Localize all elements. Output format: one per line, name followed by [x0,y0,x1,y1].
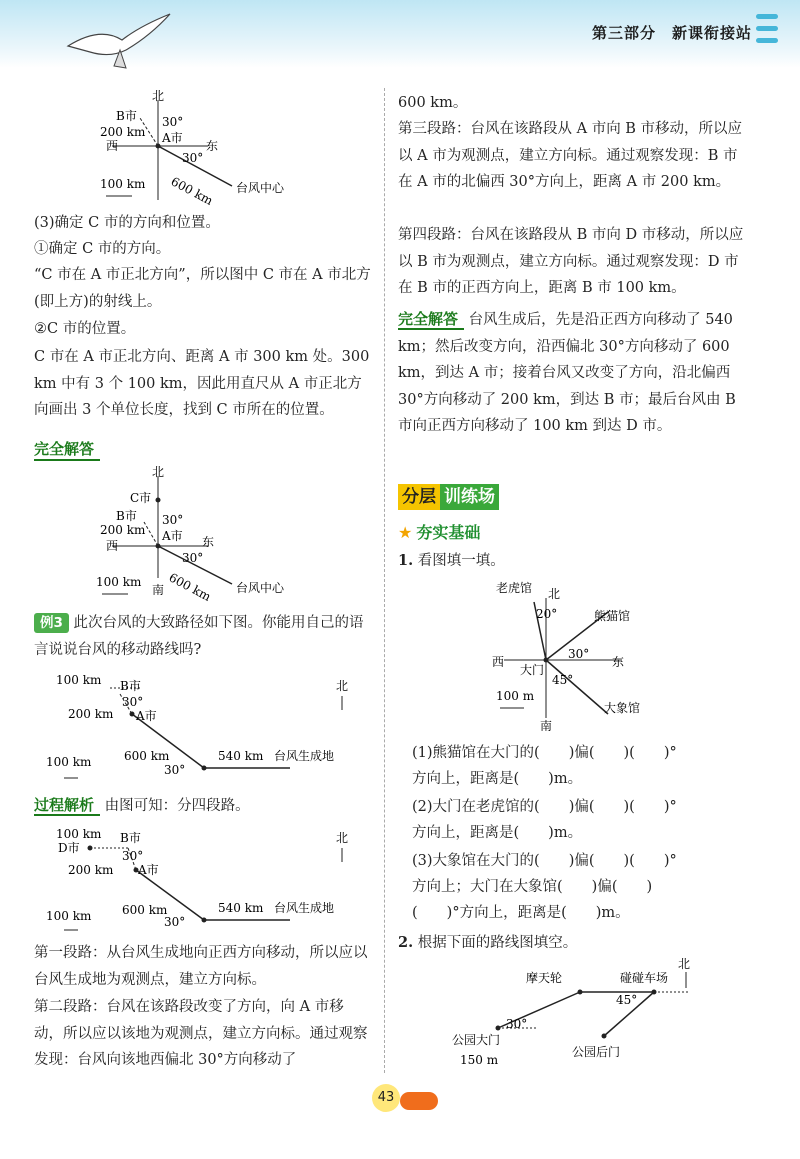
layer-tag-a: 分层 [398,484,440,510]
section-title-text: 夯实基础 [416,523,481,542]
fig5-south: 南 [540,719,553,733]
figure-park [440,958,720,1068]
fig5-elephant: 大象馆 [604,701,641,715]
fig4-origin: 台风生成地 [274,901,335,915]
figure-typhoon-path-1 [40,670,380,788]
fig4-city-d: D市 [58,841,80,855]
question-1 [398,548,744,575]
segment-2-cont: 600 km。 [398,95,468,111]
fig6-front: 公园大门 [452,1033,501,1047]
example-3 [34,610,372,663]
fig1-scale: 100 km [100,177,146,191]
fig5-angle20: 20° [536,607,558,621]
process-analysis [34,792,372,820]
step3-title: (3)确定 C 市的方向和位置。 [34,215,220,231]
fig2-angle: 30° [162,513,184,527]
fig2-dist-b: 200 km [100,523,146,537]
fig4-angle-b: 30° [122,849,144,863]
answer-text: 台风生成后，先是沿正西方向移动了 540 km；然后改变方向，沿西偏北 30°方向移动了 600 km，到达 A 市；接着台风又改变了方向，沿北偏西 30°方向移动了 200 km，到达 B 市；最后台风由 B 市向正西方向移动了 100 km 到达 D 市。 [398,312,736,434]
segment-2: 第二段路：台风在该路段改变了方向，向 A 市移动，所以应以该地为观测点，建立方向标。通过观察发现：台风向该地西偏北 30°方向移动了 [34,999,368,1068]
fig2-typhoon: 台风中心 [236,581,285,595]
fig3-d200: 200 km [68,707,114,721]
fig2-east: 东 [202,535,215,549]
header-deco-bar [756,38,778,43]
fig5-angle45: 45° [552,673,574,687]
fig1-east: 东 [206,139,219,153]
fig3-d540: 540 km [218,749,264,763]
fig3-angle-b: 30° [122,695,144,709]
process-text: 由图可知：分四段路。 [104,798,250,814]
fig4-scale: 100 km [46,909,92,923]
fig5-angle30: 30° [568,647,590,661]
full-answer [398,306,744,440]
fig4-angle-o: 30° [164,915,186,929]
fig5-gate: 大门 [520,663,545,677]
segment-4: 第四段路：台风在该路段从 B 市向 D 市移动，所以应以 B 市为观测点，建立方向标。通过观察发现：D 市在 B 市的正西方向上，距离 B 市 100 km。 [398,227,744,296]
fig2-angle2: 30° [182,551,204,565]
q1-b2: 方向上，距离是( )m。 [412,825,583,841]
fig5-west: 西 [492,655,505,669]
header-deco-bar [756,26,778,31]
page-number: 43 [372,1084,400,1112]
fig3-north: 北 [336,679,349,693]
segment-1: 第一段路：从台风生成地向正西方向移动，所以应以台风生成地为观测点，建立方向标。 [34,945,368,988]
fig6-angle45: 45° [616,993,638,1007]
step3-4: C 市在 A 市正北方向、距离 A 市 300 km 处。300 km 中有 3 个 100 km，因此用直尺从 A 市正北方向画出 3 个单位长度，找到 C 市所在的位置。 [34,349,370,418]
q1-number: 1. [398,552,414,569]
q2-number: 2. [398,934,414,951]
fig2-city-c: C市 [130,491,152,505]
fig1-city-a: A市 [162,131,183,145]
fig4-d200: 200 km [68,863,114,877]
full-answer-label-2: 完全解答 [398,310,464,330]
fig6-bumper: 碰碰车场 [620,971,669,985]
header-title: 第三部分 新课衔接站 [591,24,752,42]
fig3-angle-o: 30° [164,763,186,777]
step3-3: ②C 市的位置。 [34,321,136,337]
fig4-north: 北 [336,831,349,845]
fig1-north: 北 [152,89,165,103]
fig4-city-a: A市 [138,863,159,877]
fig6-north: 北 [678,958,691,971]
section-title [398,520,480,543]
seagull-icon [60,6,180,86]
q1-b1: (2)大门在老虎馆的( )偏( )( )° [412,799,677,815]
q1-c2: 方向上；大门在大象馆( )偏( ) [412,879,653,895]
figure-direction-1 [60,88,380,208]
example-label: 例3 [34,613,69,633]
fig1-typhoon: 台风中心 [236,181,285,195]
step3-1: ①确定 C 市的方向。 [34,241,171,257]
fig1-dist-600: 600 km [168,174,216,208]
fig4-d100: 100 km [56,827,102,841]
figure-zoo [490,578,710,734]
example-text: 此次台风的大致路径如下图。你能用自己的语言说说台风的移动路线吗? [34,615,364,658]
fig2-scale: 100 km [96,575,142,589]
fig3-d600: 600 km [124,749,170,763]
fig1-city-b: B市 [116,109,137,123]
layered-practice-tag [398,484,499,510]
fig3-city-a: A市 [136,709,157,723]
page-header [0,0,800,68]
fig2-city-b: B市 [116,509,137,523]
process-label: 过程解析 [34,796,100,816]
segment-3: 第三段路：台风在该路段从 A 市向 B 市移动，所以应以 A 市为观测点，建立方向标。通过观察发现：B 市在 A 市的北偏西 30°方向上，距离 A 市 200 km。 [398,121,743,190]
step3-2: “C 市在 A 市正北方向”，所以图中 C 市在 A 市北方(即上方)的射线上。 [34,267,371,310]
fig5-scale: 100 m [496,689,535,703]
submarine-icon [400,1092,438,1110]
fig1-angle: 30° [162,115,184,129]
q1-text: 看图填一填。 [417,553,505,569]
star-icon: ★ [398,523,413,542]
fig1-dist-b: 200 km [100,125,146,139]
fig2-north: 北 [152,466,165,479]
fig1-angle2: 30° [182,151,204,165]
fig4-d600: 600 km [122,903,168,917]
fig3-city-b: B市 [120,679,141,693]
q1-a1: (1)熊猫馆在大门的( )偏( )( )° [412,745,677,761]
fig5-east: 东 [612,655,625,669]
fig3-origin: 台风生成地 [274,749,335,763]
q1-a2: 方向上，距离是( )m。 [412,771,583,787]
fig4-city-b: B市 [120,831,141,845]
fig5-panda: 熊猫馆 [594,609,631,623]
fig4-d540: 540 km [218,901,264,915]
figure-direction-2 [60,466,380,606]
fig1-west: 西 [106,139,119,153]
fig3-d100: 100 km [56,673,102,687]
fig2-city-a: A市 [162,529,183,543]
q1-c3: ( )°方向上，距离是( )m。 [412,905,630,921]
fig5-north: 北 [548,587,561,601]
fig6-scale: 150 m [460,1053,499,1067]
fig6-back: 公园后门 [572,1045,621,1059]
question-2 [398,930,744,957]
fig6-ferris: 摩天轮 [526,971,563,985]
figure-typhoon-path-2 [40,824,380,934]
layer-tag-b: 训练场 [440,484,499,510]
fig6-angle30: 30° [506,1017,528,1031]
q2-text: 根据下面的路线图填空。 [417,935,578,951]
q1-c1: (3)大象馆在大门的( )偏( )( )° [412,853,677,869]
column-divider [384,88,385,1073]
full-answer-label: 完全解答 [34,438,100,461]
fig2-south: 南 [152,583,165,597]
fig2-dist-600: 600 km [166,570,214,604]
fig3-scale: 100 km [46,755,92,769]
fig2-west: 西 [106,539,119,553]
header-deco-bar [756,14,778,19]
fig5-tiger: 老虎馆 [496,581,533,595]
